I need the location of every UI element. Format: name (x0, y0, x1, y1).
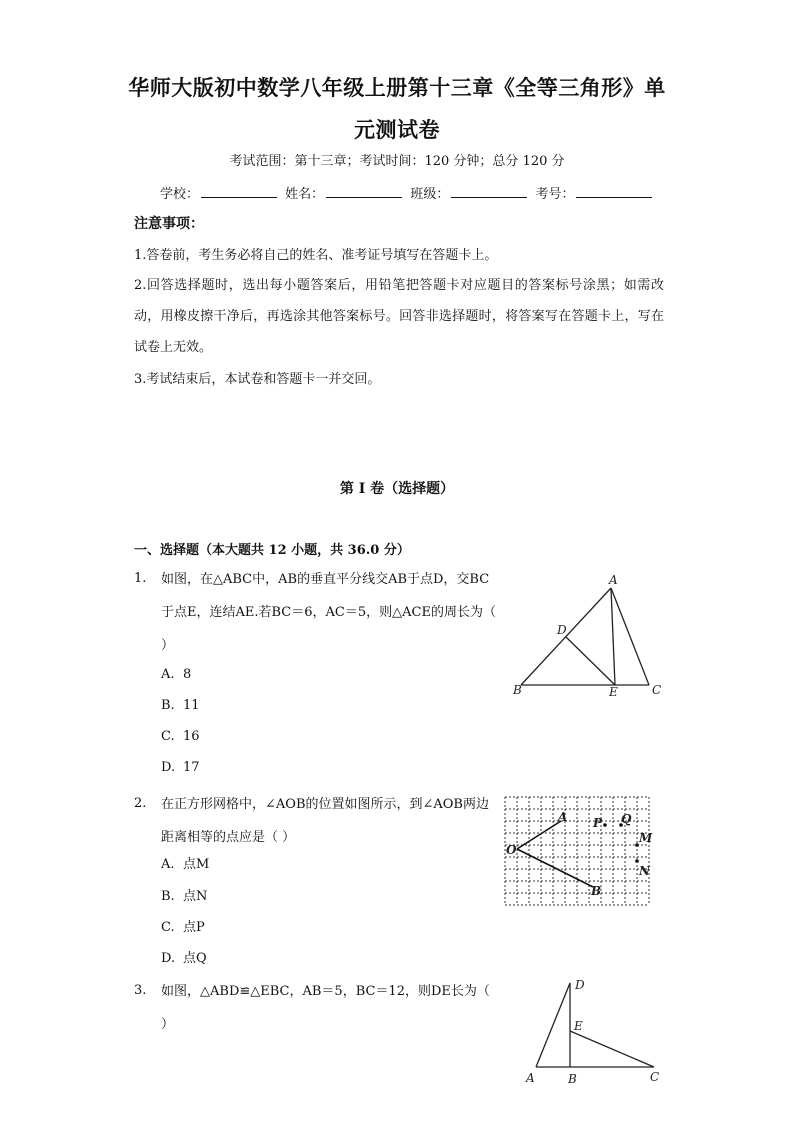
segment-ec (570, 1031, 654, 1067)
option-label: D. (161, 760, 176, 775)
exam-info: 考试范围：第十三章；考试时间：120 分钟；总分 120 分 (229, 154, 565, 169)
option-value: 11 (183, 698, 200, 713)
question-2-option-b[interactable] (161, 885, 207, 904)
name-label: 姓名： (285, 187, 325, 202)
label-a: A (609, 573, 618, 587)
label-e: E (609, 685, 618, 699)
question-3-figure (518, 975, 668, 1090)
question-1-option-b[interactable] (161, 698, 200, 713)
section-heading: 一、选择题（本大题共 12 小题，共 36.0 分） (134, 543, 410, 558)
option-label: C. (161, 729, 175, 744)
option-value: 点P (183, 920, 205, 935)
segment-de (566, 637, 615, 685)
label-q: Q (621, 812, 632, 826)
label-d: D (575, 978, 585, 992)
label-a: A (526, 1071, 535, 1085)
label-b: B (513, 683, 522, 697)
school-label: 学校： (160, 187, 200, 202)
question-2-option-c[interactable] (161, 916, 205, 935)
segment-ac (611, 588, 649, 685)
option-label: A. (161, 667, 175, 682)
option-label: A. (161, 857, 175, 872)
label-p: P (593, 816, 603, 830)
option-label: B. (161, 889, 175, 904)
label-d: D (557, 623, 567, 637)
notice-item-1: 1.答卷前，考生务必将自己的姓名、准考证号填写在答题卡上。 (134, 248, 498, 263)
option-value: 点M (183, 857, 210, 872)
question-2-option-d[interactable] (161, 947, 207, 966)
question-1-option-a[interactable] (161, 667, 191, 682)
label-n: N (639, 864, 650, 878)
question-2-figure (503, 795, 659, 915)
part-heading: 第 I 卷（选择题） (339, 481, 455, 497)
label-a: A (558, 810, 568, 824)
option-label: D. (161, 951, 176, 966)
label-c: C (650, 1070, 660, 1084)
segment-ad (536, 983, 570, 1067)
name-blank[interactable] (326, 184, 402, 198)
point-p-dot (603, 823, 607, 827)
label-b: B (591, 884, 602, 898)
segment-ae (611, 588, 615, 685)
class-label: 班级： (410, 187, 450, 202)
label-o: O (506, 843, 517, 857)
label-e: E (574, 1019, 583, 1033)
option-label: C. (161, 920, 175, 935)
question-1-figure (505, 572, 670, 702)
label-c: C (652, 683, 662, 697)
question-1-number: 1. (134, 571, 147, 586)
notice-heading: 注意事项： (134, 216, 204, 232)
question-2-number: 2. (134, 796, 147, 811)
document-title-line2: 元测试卷 (354, 118, 440, 142)
option-value: 点Q (183, 951, 207, 966)
option-value: 8 (183, 667, 192, 682)
student-info-fields (160, 183, 656, 202)
exam-number-blank[interactable] (576, 184, 652, 198)
question-1-text: 如图，在△ABC中，AB的垂直平分线交AB于点D，交BC于点E，连结AE.若BC＝6，AC＝5，则△ACE的周长为（ ） (161, 572, 496, 653)
label-b: B (568, 1072, 577, 1086)
question-3-text: 如图，△ABD≌△EBC，AB＝5，BC＝12，则DE长为（ ） (161, 984, 490, 1032)
option-value: 16 (183, 729, 200, 744)
question-1-option-c[interactable] (161, 729, 200, 744)
notice-item-3: 3.考试结束后，本试卷和答题卡一并交回。 (134, 372, 381, 387)
option-value: 17 (183, 760, 200, 775)
question-3-number: 3. (134, 983, 147, 998)
question-2-text: 在正方形网格中，∠AOB的位置如图所示，到∠AOB两边距离相等的点应是（ ） (161, 797, 489, 845)
class-blank[interactable] (451, 184, 527, 198)
document-title-line1: 华师大版初中数学八年级上册第十三章《全等三角形》单 (128, 76, 666, 100)
question-2-option-a[interactable] (161, 853, 209, 872)
point-n-dot (635, 859, 639, 863)
school-blank[interactable] (201, 184, 277, 198)
question-1-option-d[interactable] (161, 760, 200, 775)
exam-number-label: 考号： (535, 187, 575, 202)
option-label: B. (161, 698, 175, 713)
label-m: M (639, 831, 653, 845)
option-value: 点N (183, 889, 208, 904)
notice-item-2: 2.回答选择题时，选出每小题答案后，用铅笔把答题卡对应题目的答案标号涂黑；如需改动，用橡皮擦干净后，再选涂其他答案标号。回答非选择题时，将答案写在答题卡上，写在试卷上无效。 (134, 278, 664, 355)
